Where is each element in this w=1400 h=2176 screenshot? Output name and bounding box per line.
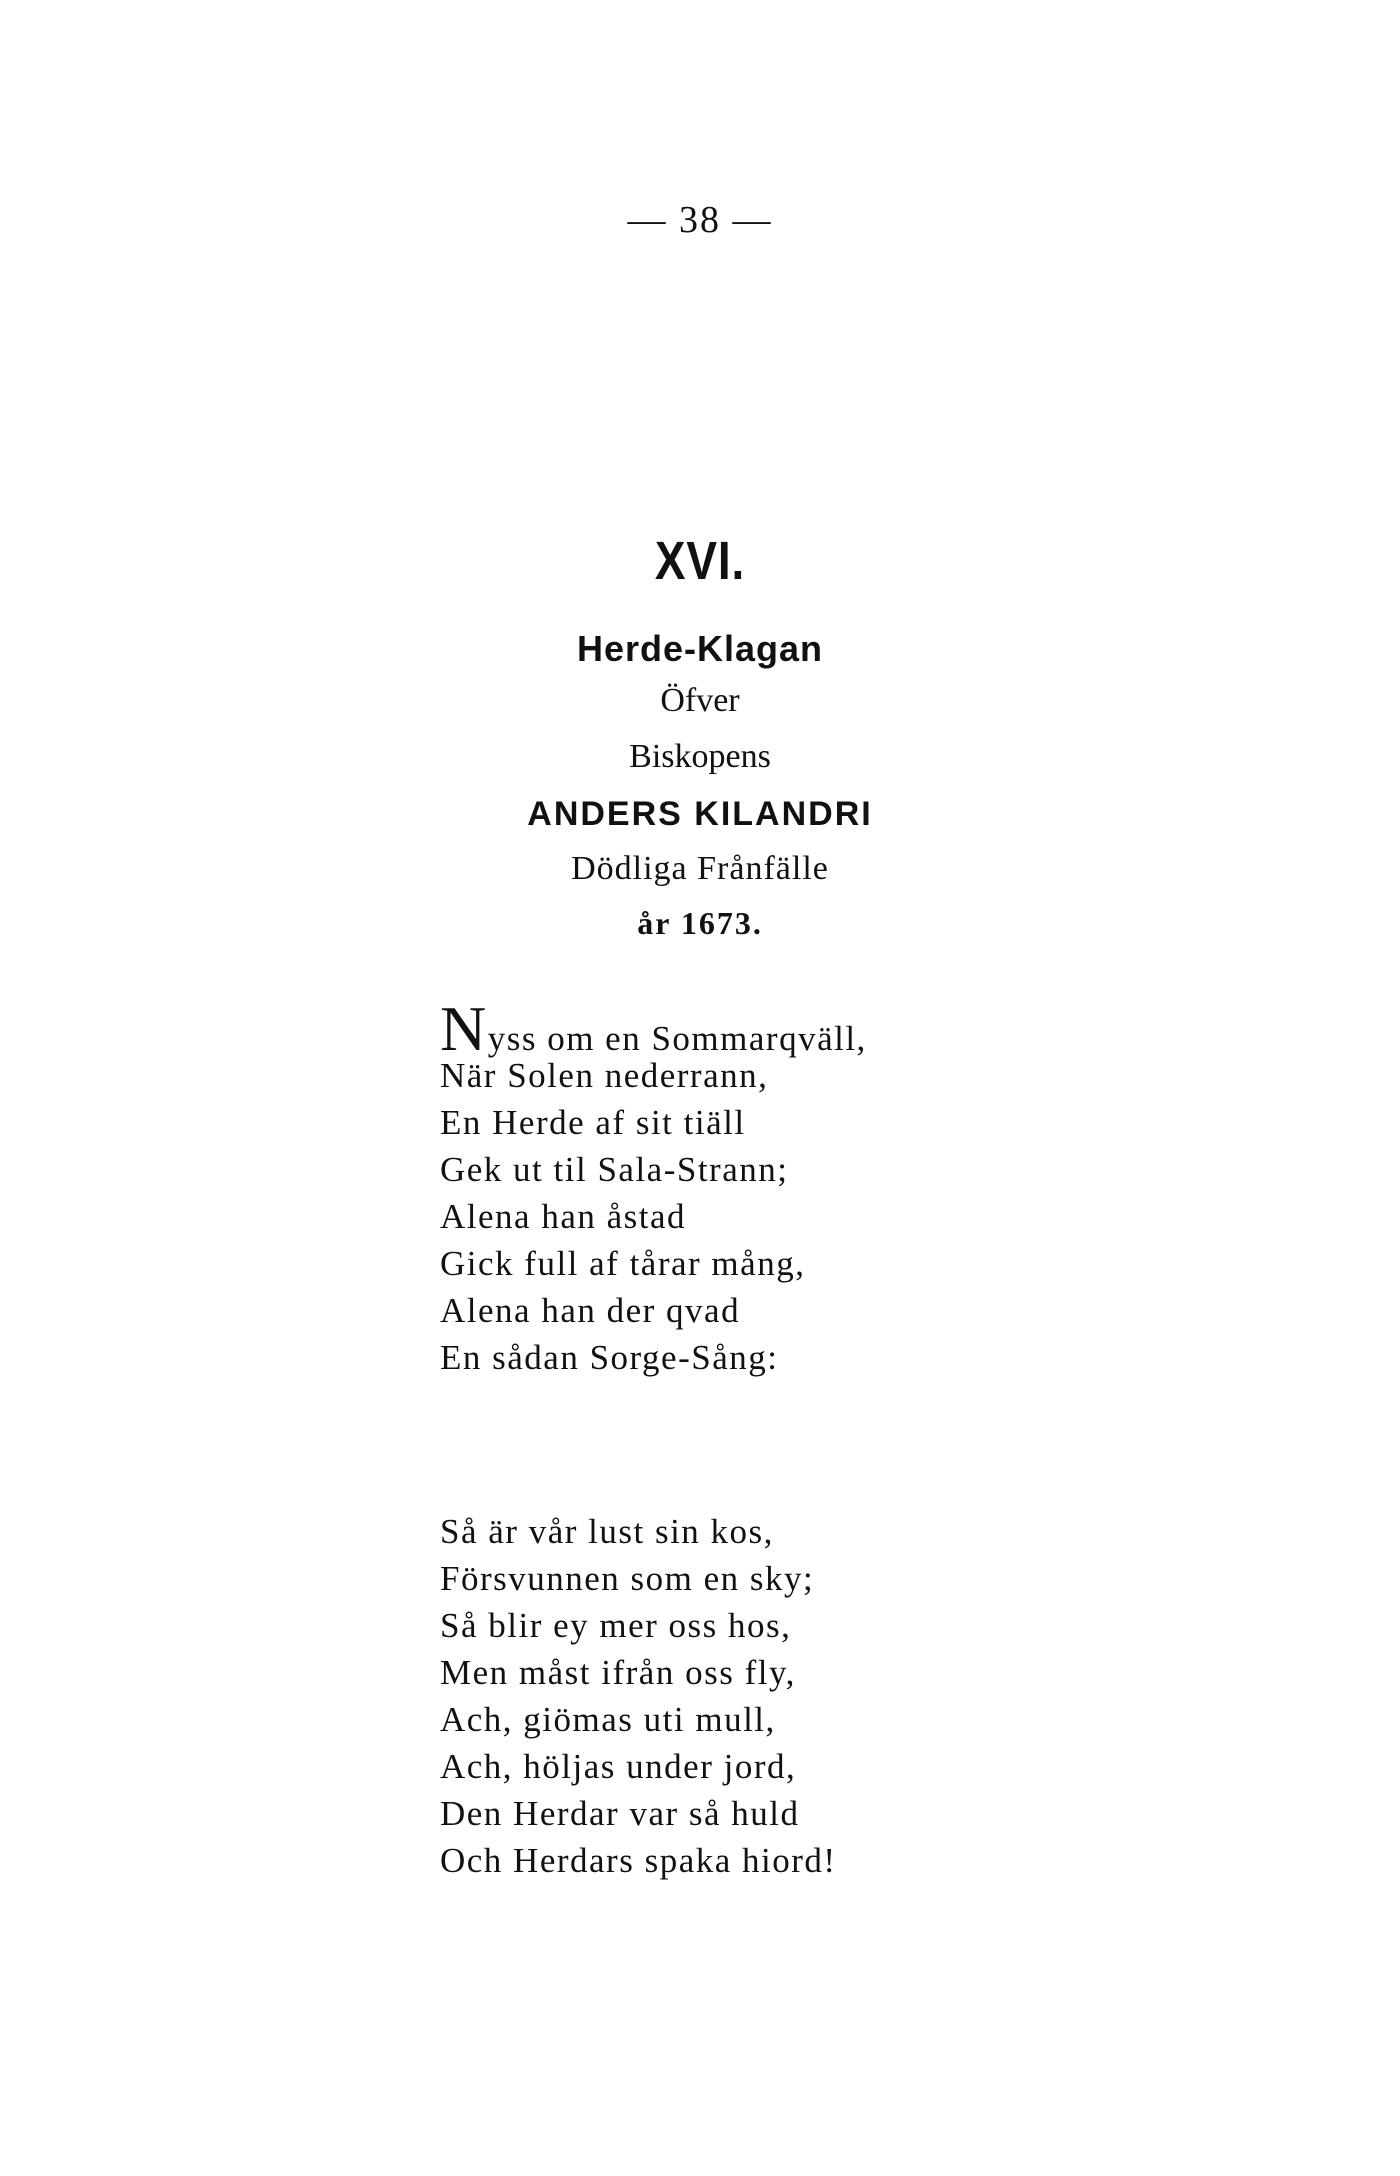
verse-line: Gek ut til Sala-Strann; — [440, 1150, 789, 1189]
verse-line: Så blir ey mer oss hos, — [440, 1606, 792, 1645]
verse-line: Så är vår lust sin kos, — [440, 1512, 774, 1551]
verse-line: Ach, giömas uti mull, — [440, 1700, 776, 1739]
verse-line: Den Herdar var så huld — [440, 1794, 800, 1833]
verse-line: När Solen nederrann, — [440, 1056, 769, 1095]
verse-line: Försvunnen som en sky; — [440, 1559, 815, 1598]
title-line-year: år 1673. — [637, 905, 763, 941]
poem-numeral: XVI. — [654, 531, 746, 591]
verse-line: Men måst ifrån oss fly, — [440, 1653, 796, 1692]
verse-line: En sådan Sorge-Sång: — [440, 1338, 779, 1377]
verse-line: Ach, höljas under jord, — [440, 1747, 797, 1786]
verse-line: En Herde af sit tiäll — [440, 1103, 746, 1142]
poem-title: Herde-Klagan — [576, 628, 824, 669]
drop-cap: N — [440, 993, 488, 1064]
verse-line: Alena han åstad — [440, 1197, 687, 1236]
verse-line: Alena han der qvad — [440, 1291, 741, 1330]
stanza-1 — [440, 993, 867, 1381]
title-line-name: ANDERS KILANDRI — [527, 795, 873, 833]
verse-line — [440, 993, 867, 1064]
verse-line: Gick full af tårar mång, — [440, 1244, 806, 1283]
stanza-2 — [440, 1508, 837, 1884]
verse-line: Och Herdars spaka hiord! — [440, 1841, 837, 1880]
title-line-ofver: Öfver — [660, 682, 740, 719]
verse-line-text: yss om en Sommarqväll, — [487, 1019, 867, 1058]
title-line-biskopens: Biskopens — [629, 738, 771, 775]
page-number: — 38 — — [627, 199, 773, 241]
title-line-fallet: Dödliga Frånfälle — [571, 850, 829, 887]
